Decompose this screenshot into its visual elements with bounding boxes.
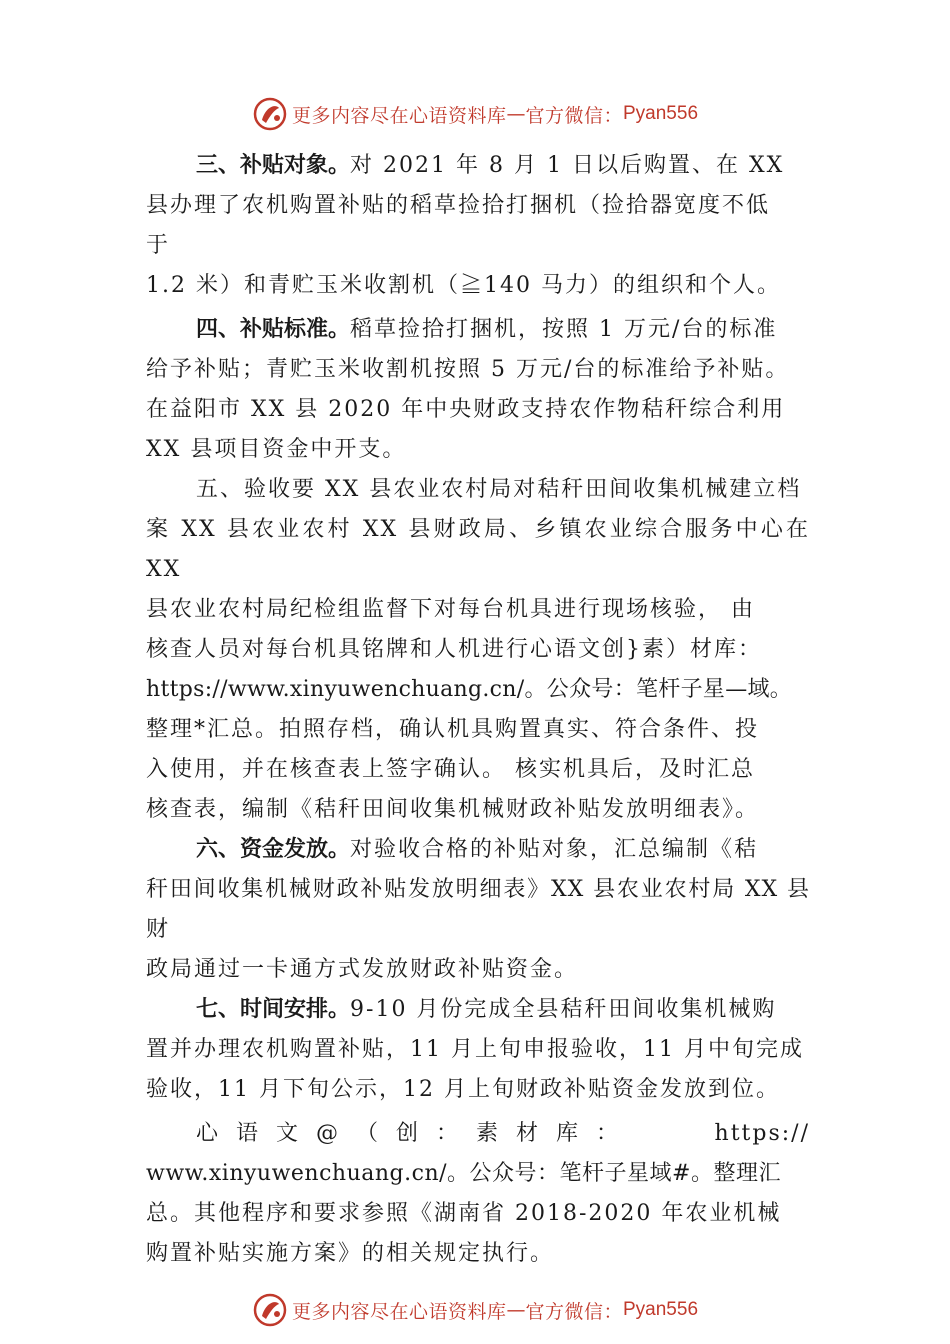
footer-banner-text: 更多内容尽在心语资料库	[291, 1300, 507, 1323]
section-3-line-4: 1.2 米）和青贮玉米收割机（≧140 马力）的组织和个人。	[146, 273, 781, 298]
section-6-line-3: 政局通过一卡通方式发放财政补贴资金。	[146, 957, 579, 982]
section-3-line-1: 三、补贴对象。对 2021 年 8 月 1 日以后购置、在 XX	[196, 153, 785, 178]
section-3-heading: 三、补贴对象。	[196, 153, 351, 178]
section-7-line-2: 置并办理农机购置补贴，11 月上旬申报验收，11 月中旬完成	[146, 1037, 804, 1062]
brand-logo-icon	[252, 96, 288, 132]
section-5-line-2: 案 XX 县农业农村 XX 县财政局、乡镇农业综合服务中心在 XX	[146, 517, 810, 582]
section-5-line-1: 五、验收要 XX 县农业农村局对秸秆田间收集机械建立档	[196, 477, 802, 502]
header-contact-id: Pyan556	[623, 103, 699, 124]
footer-contact-id: Pyan556	[623, 1299, 699, 1320]
header-separator: —	[506, 103, 526, 125]
footer-contact-label: 官方微信：	[525, 1300, 623, 1323]
footer-logo-icon	[252, 1292, 288, 1328]
header-banner-text: 更多内容尽在心语资料库	[291, 104, 507, 127]
footer-banner	[0, 1290, 950, 1330]
section-7-heading: 七、时间安排。	[196, 997, 351, 1022]
section-7-line-1: 七、时间安排。9-10 月份完成全县秸秆田间收集机械购	[196, 997, 777, 1022]
header-banner	[0, 94, 950, 134]
closing-line-3: 总。其他程序和要求参照《湖南省 2018-2020 年农业机械	[146, 1201, 782, 1226]
closing-line-2: www.xinyuwenchuang.cn/。公众号：笔杆子星域#。整理汇	[146, 1161, 781, 1186]
closing-line-4: 购置补贴实施方案》的相关规定执行。	[146, 1241, 555, 1266]
section-6-line-2: 秆田间收集机械财政补贴发放明细表》XX 县农业农村局 XX 县财	[146, 877, 810, 942]
section-4-line-3: 在益阳市 XX 县 2020 年中央财政支持农作物秸秆综合利用	[146, 397, 786, 422]
section-3-line-2: 县办理了农机购置补贴的稻草捡拾打捆机（捡拾器宽度不低	[146, 193, 771, 218]
closing-url-start: https://	[714, 1121, 810, 1146]
section-5-line-5: https://www.xinyuwenchuang.cn/。公众号：笔杆子星—域。	[146, 677, 793, 702]
section-4-line-4: XX 县项目资金中开支。	[146, 437, 407, 462]
footer-separator: —	[506, 1299, 526, 1321]
document-body	[146, 146, 810, 1274]
section-7-line-3: 验收，11 月下旬公示，12 月上旬财政补贴资金发放到位。	[146, 1077, 780, 1102]
section-6-heading: 六、资金发放。	[196, 837, 351, 862]
section-5-line-4: 核查人员对每台机具铭牌和人机进行心语文创}素）材库：	[146, 637, 762, 662]
section-4-heading: 四、补贴标准。	[196, 317, 351, 342]
closing-line-1: 心语文@（创：素材库： https://	[146, 1114, 810, 1154]
header-contact-label: 官方微信：	[525, 104, 623, 127]
section-5-line-8: 核查表，编制《秸秆田间收集机械财政补贴发放明细表》。	[146, 797, 760, 822]
section-6-line-1: 六、资金发放。对验收合格的补贴对象，汇总编制《秸	[196, 837, 759, 862]
section-5-line-7: 入使用，并在核查表上签字确认。 核实机具后，及时汇总	[146, 757, 755, 782]
section-5-line-3: 县农业农村局纪检组监督下对每台机具进行现场核验， 由	[146, 597, 755, 622]
section-4-line-2: 给予补贴；青贮玉米收割机按照 5 万元/台的标准给予补贴。	[146, 357, 790, 382]
section-5-line-6: 整理*汇总。拍照存档，确认机具购置真实、符合条件、投	[146, 717, 760, 742]
section-3-line-3: 于	[146, 233, 171, 258]
section-4-line-1: 四、补贴标准。稻草捡拾打捆机，按照 1 万元/台的标准	[196, 317, 778, 342]
